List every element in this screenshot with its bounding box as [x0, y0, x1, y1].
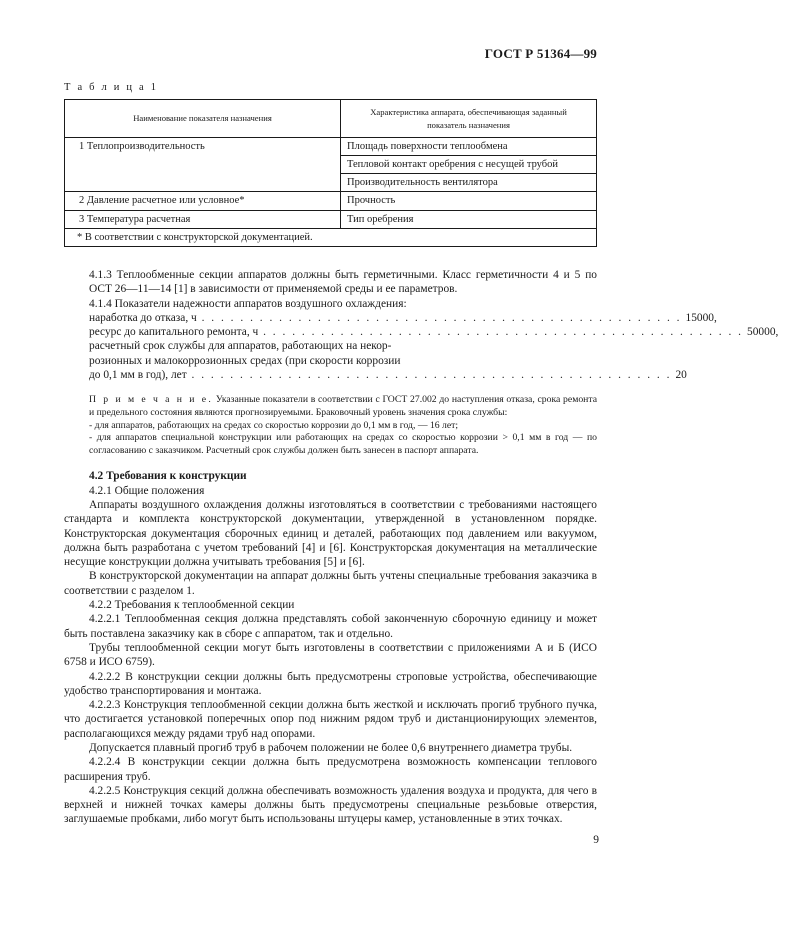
note-paragraph [89, 394, 597, 419]
paragraph: Трубы теплообменной секции могут быть изготовлены в соответствии с приложениями А и Б (ИСО 6758 и ИСО 6759). [64, 641, 597, 669]
subsection-heading: 4.2.1 Общие положения [89, 484, 205, 497]
reliability-value: 15000, [685, 311, 717, 324]
paragraph: Аппараты воздушного охлаждения должны изготовляться в соответствии с требованиями настоящего стандарта и комплекта конструкторской документации, утвержденной в установленном порядке. Конструкторская документация сборочных единиц и деталей, работающих под давлением или вакуумом, должна быть разработана с учетом требований [4] и [6]. Конструкторская документация на металлические несущие конструкции должна учитывать требования [5] и [6]. [64, 498, 597, 569]
note-block [89, 394, 597, 457]
table-row [65, 192, 597, 210]
document-body [64, 268, 779, 827]
leader-dots: . . . . . . . . . . . . . . . . . . . . . . . . . . . . . . . . . . . . . . . . . . . . . . . . . . [186, 369, 672, 382]
purpose-indicators-table [64, 99, 597, 247]
reliability-value: 20 [675, 369, 687, 382]
reliability-item [89, 368, 687, 382]
paragraph: 4.2.2.1 Теплообменная секция должна представлять собой законченную сборочную единицу и может быть поставлена заказчику как в сборе с аппаратом, так и отдельно. [64, 613, 597, 640]
note-label: П р и м е ч а н и е. [89, 394, 214, 406]
paragraph: В конструкторской документации на аппарат должны быть учтены специальные требования заказчика в соответствии с разделом 1. [64, 570, 597, 597]
reliability-text: расчетный срок службы для аппаратов, работающих на некор- [89, 340, 392, 353]
paragraph: 4.2.2.2 В конструкции секции должны быть предусмотрены строповые устройства, обеспечивающие удобство транспортирования и монтажа. [64, 670, 597, 697]
reliability-label: наработка до отказа, ч [89, 311, 197, 324]
subsection-heading: 4.2.2 Требования к теплообменной секции [89, 599, 295, 612]
table-row [65, 138, 597, 156]
table-cell: 2 Давление расчетное или условное* [65, 192, 341, 210]
leader-dots: . . . . . . . . . . . . . . . . . . . . . . . . . . . . . . . . . . . . . . . . . . . . . . . . . . [196, 311, 682, 324]
table-cell: Тип оребрения [341, 210, 597, 228]
page-number: 9 [593, 834, 599, 846]
note-bullet: - для аппаратов, работающих на средах со скоростью коррозии до 0,1 мм в год, — 16 лет; [89, 419, 459, 431]
table-cell: Прочность [341, 192, 597, 210]
table-cell: Тепловой контакт оребрения с несущей трубой [341, 156, 597, 174]
paragraph: Допускается плавный прогиб труб в рабочем положении не более 0,6 внутреннего диаметра трубы. [89, 741, 573, 754]
reliability-item [89, 311, 717, 325]
table-footnote: * В соответствии с конструкторской документацией. [65, 228, 597, 246]
column-header-line: Характеристика аппарата, обеспечивающая заданный [370, 107, 567, 118]
table-cell: 3 Температура расчетная [65, 210, 341, 228]
paragraph: 4.2.2.3 Конструкция теплообменной секции должна быть жесткой и исключать прогиб трубного пучка, что достигается установкой поперечных опор под нижним рядом труб и дистанционирующих элементов, располагающихся между рядами труб над опорами. [64, 699, 597, 740]
column-header-line: показатель назначения [427, 119, 510, 130]
table-header-row [65, 100, 597, 138]
reliability-item [89, 325, 779, 339]
paragraph: 4.2.2.5 Конструкция секций должна обеспечивать возможность удаления воздуха и продукта, для чего в верхней и нижней точках камеры должны быть предусмотрены специальные резьбовые отверстия, заглушаемые пробками, либо могут быть использованы штуцеры камер, установленные в этих точках. [64, 784, 597, 826]
reliability-value: 50000, [747, 326, 779, 339]
reliability-label: ресурс до капитального ремонта, ч [89, 326, 259, 339]
column-header-indicator: Наименование показателя назначения [65, 100, 341, 138]
table-caption: Т а б л и ц а 1 [64, 82, 159, 93]
note-text: Указанные показатели в соответствии с ГОСТ 27.002 до наступления отказа, срока ремонта и предельного состояния являются прогнозируемыми. Браковочный уровень значения срока службы: [89, 394, 598, 418]
paragraph: 4.1.4 Показатели надежности аппаратов воздушного охлаждения: [89, 297, 407, 310]
leader-dots: . . . . . . . . . . . . . . . . . . . . . . . . . . . . . . . . . . . . . . . . . . . . . . . . . . [258, 326, 744, 339]
document-code: ГОСТ Р 51364—99 [484, 46, 597, 61]
paragraph: 4.1.3 Теплообменные секции аппаратов должны быть герметичными. Класс герметичности 4 и 5 по ОСТ 26—11—14 [1] в зависимости от применяемой среды и ее параметров. [89, 269, 597, 296]
table-cell: Производительность вентилятора [341, 174, 597, 192]
table-cell: 1 Теплопроизводительность [65, 138, 341, 192]
reliability-text: розионных и малокоррозионных средах (при скорости коррозии [89, 354, 401, 367]
section-heading: 4.2 Требования к конструкции [89, 470, 247, 483]
table-cell: Площадь поверхности теплообмена [341, 138, 597, 156]
table-row [65, 210, 597, 228]
note-bullet: - для аппаратов специальной конструкции или работающих на средах со скоростью коррозии > 0,1 мм в год — по согласованию с заказчиком. Расчетный срок службы должен быть занесен в паспорт аппарата. [89, 432, 597, 456]
table-footnote-row [65, 228, 597, 246]
reliability-label: до 0,1 мм в год), лет [89, 369, 187, 382]
paragraph: 4.2.2.4 В конструкции секции должна быть предусмотрена возможность компенсации теплового расширения труб. [64, 756, 597, 783]
column-header-characteristic [341, 100, 597, 138]
